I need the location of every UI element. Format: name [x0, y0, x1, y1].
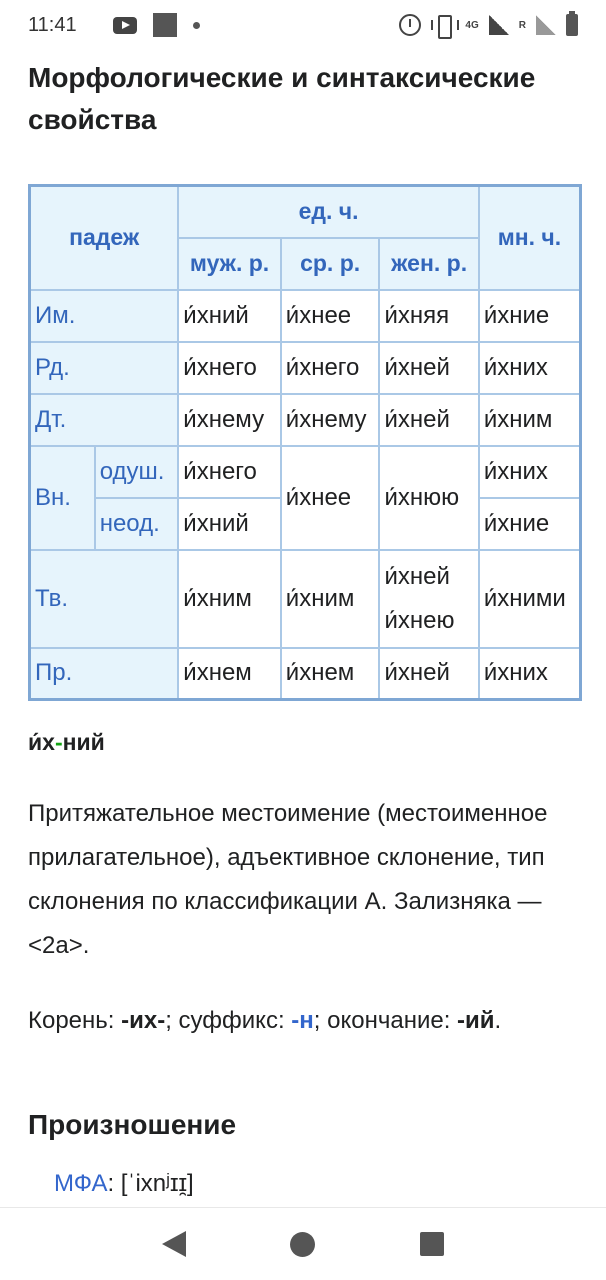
form-cell: и́хнюю [379, 446, 478, 550]
table-row-genitive [30, 342, 581, 394]
ipa-link[interactable]: МФА [54, 1170, 108, 1197]
ending-value: -ий [457, 1007, 495, 1034]
syllable: и́х [28, 729, 55, 755]
table-row-prepositional [30, 648, 581, 700]
period: . [494, 1007, 502, 1034]
youtube-icon [113, 17, 137, 34]
navigation-bar [0, 1207, 606, 1280]
form-cell: и́хнее [281, 290, 380, 342]
form-cell: и́хних [479, 342, 581, 394]
header-masculine: муж. р. [178, 238, 280, 290]
section-title-morphology: Морфологические и синтаксические свойства [28, 62, 536, 135]
network-type: 4G [465, 19, 479, 31]
form-cell: и́хняя [379, 290, 478, 342]
form-cell: и́хней [379, 394, 478, 446]
alarm-icon [399, 14, 421, 36]
battery-icon [566, 14, 578, 36]
form-line: и́хнею [384, 606, 455, 634]
form-cell: и́хние [479, 498, 581, 550]
home-icon[interactable] [290, 1232, 315, 1257]
table-row-nominative [30, 290, 581, 342]
case-label: Тв. [30, 550, 179, 648]
recent-apps-icon[interactable] [420, 1232, 444, 1256]
header-feminine: жен. р. [379, 238, 478, 290]
form-cell: и́хнего [178, 446, 280, 498]
form-cell: и́хним [479, 394, 581, 446]
colon: : [107, 1170, 121, 1197]
vibrate-icon [431, 14, 455, 36]
pronunciation-line [54, 1164, 194, 1204]
case-label: Им. [30, 290, 179, 342]
ending-label: ; окончание: [313, 1007, 458, 1034]
signal-icon [489, 15, 509, 35]
form-cell: и́хнего [281, 342, 380, 394]
subcase-label-inanimate: неод. [95, 498, 179, 550]
declension-table [28, 184, 582, 701]
section-title-pronunciation: Произношение [28, 1109, 237, 1140]
status-bar [0, 0, 606, 50]
notification-square-icon [153, 13, 177, 37]
signal-roaming-icon [536, 15, 556, 35]
suffix-value: -н [291, 1007, 314, 1034]
form-cell: и́хнее [281, 446, 380, 550]
form-cell: и́хней [379, 648, 478, 700]
description-paragraph: Притяжательное местоимение (местоименное прилагательное), адъективное склонение, тип склонения по классификации А. Зализняка — <2a>. [28, 800, 548, 959]
form-line: и́хней [384, 562, 450, 590]
case-label: Дт. [30, 394, 179, 446]
case-label: Рд. [30, 342, 179, 394]
form-cell: и́хнем [178, 648, 280, 700]
word-syllables [28, 729, 105, 756]
form-cell: и́хние [479, 290, 581, 342]
syllable: ний [62, 729, 105, 755]
case-label: Вн. [30, 446, 95, 550]
ipa-transcription: [ˈixnʲɪɪ̯] [120, 1170, 194, 1197]
form-cell: и́хнего [178, 342, 280, 394]
form-cell: и́хнему [281, 394, 380, 446]
header-singular: ед. ч. [178, 186, 479, 238]
table-row-accusative-animate [30, 446, 581, 498]
form-cell: и́хних [479, 648, 581, 700]
form-cell: и́хний [178, 498, 280, 550]
dot-icon [193, 22, 200, 29]
form-cell: и́хний [178, 290, 280, 342]
table-row-instrumental [30, 550, 581, 648]
form-cell: и́хних [479, 446, 581, 498]
form-cell: и́хними [479, 550, 581, 648]
roaming-indicator: R [518, 19, 526, 31]
syllable-separator: - [54, 729, 63, 755]
back-icon[interactable] [162, 1231, 186, 1257]
form-cell: и́хней [379, 342, 478, 394]
form-cell: и́хним [178, 550, 280, 648]
root-label: Корень: [28, 1007, 122, 1034]
status-time: 11:41 [28, 13, 77, 36]
suffix-label: ; суффикс: [165, 1007, 292, 1034]
form-cell: и́хнему [178, 394, 280, 446]
morpheme-line [28, 1001, 501, 1041]
table-row-dative [30, 394, 581, 446]
form-cell-two [379, 550, 478, 648]
header-neuter: ср. р. [281, 238, 380, 290]
root-value: -их- [121, 1007, 166, 1034]
form-cell: и́хним [281, 550, 380, 648]
header-case: падеж [30, 186, 179, 290]
case-label: Пр. [30, 648, 179, 700]
subcase-label-animate: одуш. [95, 446, 179, 498]
form-cell: и́хнем [281, 648, 380, 700]
header-plural: мн. ч. [479, 186, 581, 290]
